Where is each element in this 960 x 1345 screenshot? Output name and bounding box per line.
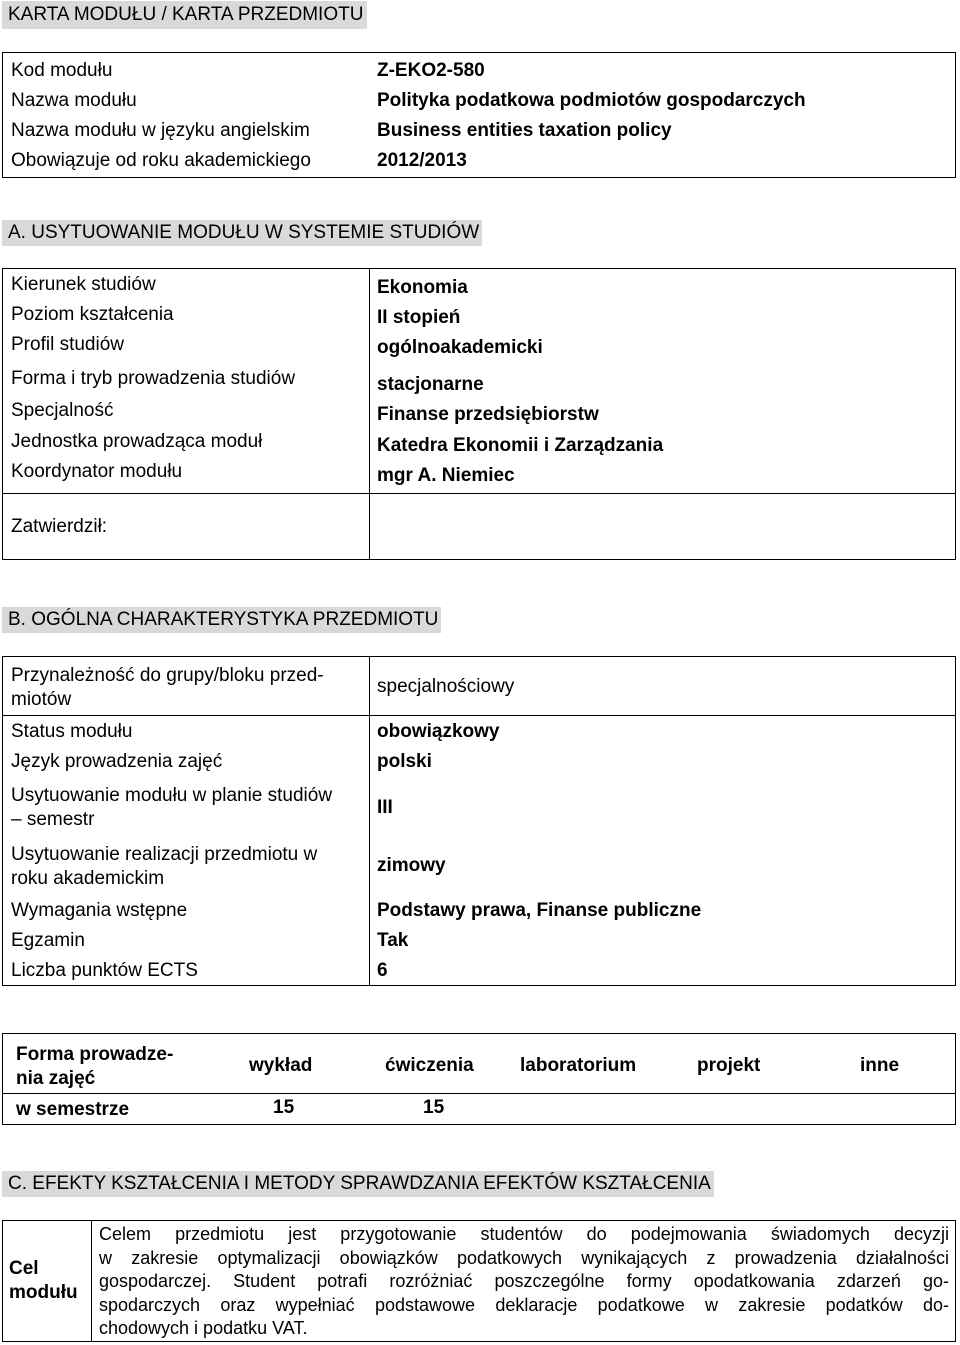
ects-label: Liczba punktów ECTS: [11, 960, 198, 981]
module-name-label: Nazwa modułu: [11, 90, 137, 111]
valid-from-label: Obowiązuje od roku akademickiego: [11, 150, 311, 171]
forms-table: [2, 1033, 956, 1125]
unit-value: Katedra Ekonomii i Zarządzania: [377, 435, 664, 456]
field-of-study-label: Kierunek studiów: [11, 274, 156, 295]
group-value: specjalnościowy: [377, 676, 515, 697]
education-level-value: II stopień: [377, 307, 461, 328]
education-level-label: Poziom kształcenia: [11, 304, 174, 325]
specialization-value: Finanse przedsiębiorstw: [377, 404, 599, 425]
approved-label: Zatwierdził:: [11, 516, 108, 537]
specialization-label: Specjalność: [11, 400, 114, 421]
status-value: obowiązkowy: [377, 721, 500, 742]
goal-table: [2, 1220, 956, 1342]
semester-row-label: w semestrze: [16, 1099, 130, 1120]
col-other: inne: [860, 1055, 900, 1076]
module-code-value: Z-EKO2-580: [377, 60, 485, 81]
semester-value: III: [377, 797, 393, 818]
lecture-hours: 15: [273, 1097, 295, 1118]
semester-label: Usytuowanie modułu w planie studiów – semestr: [11, 785, 333, 830]
module-code-label: Kod modułu: [11, 60, 113, 81]
module-name-value: Polityka podatkowa podmiotów gospodarczych: [377, 90, 806, 111]
realization-value: zimowy: [377, 855, 446, 876]
exercise-hours: 15: [423, 1097, 445, 1118]
prerequisites-label: Wymagania wstępne: [11, 900, 188, 921]
unit-label: Jednostka prowadząca moduł: [11, 431, 263, 452]
forms-header-label: Forma prowadze- nia zajęć: [16, 1044, 174, 1089]
language-label: Język prowadzenia zajęć: [11, 751, 223, 772]
module-header-table: [2, 52, 956, 178]
col-lecture: wykład: [249, 1055, 313, 1076]
ects-value: 6: [377, 960, 388, 981]
goal-label: Cel modułu: [9, 1258, 78, 1303]
realization-label: Usytuowanie realizacji przedmiotu w roku akademickim: [11, 844, 318, 889]
language-value: polski: [377, 751, 432, 772]
section-b-table: [2, 656, 956, 986]
group-label: Przynależność do grupy/bloku przed- miotów: [11, 665, 324, 710]
page-title: KARTA MODUŁU / KARTA PRZEDMIOTU: [2, 1, 367, 29]
exam-label: Egzamin: [11, 930, 85, 951]
module-name-en-label: Nazwa modułu w języku angielskim: [11, 120, 310, 141]
prerequisites-value: Podstawy prawa, Finanse publiczne: [377, 900, 702, 921]
study-form-value: stacjonarne: [377, 374, 484, 395]
study-profile-label: Profil studiów: [11, 334, 124, 355]
col-exercises: ćwiczenia: [385, 1055, 474, 1076]
section-b-heading: B. OGÓLNA CHARAKTERYSTYKA PRZEDMIOTU: [2, 607, 441, 633]
section-a-heading: A. USYTUOWANIE MODUŁU W SYSTEMIE STUDIÓW: [2, 220, 482, 246]
section-a-table: [2, 268, 956, 560]
study-form-label: Forma i tryb prowadzenia studiów: [11, 368, 296, 389]
status-label: Status modułu: [11, 721, 133, 742]
section-c-heading: C. EFEKTY KSZTAŁCENIA I METODY SPRAWDZANIA EFEKTÓW KSZTAŁCENIA: [2, 1171, 714, 1197]
col-project: projekt: [697, 1055, 761, 1076]
coordinator-label: Koordynator modułu: [11, 461, 183, 482]
coordinator-value: mgr A. Niemiec: [377, 465, 515, 486]
study-profile-value: ogólnoakademicki: [377, 337, 543, 358]
col-laboratory: laboratorium: [520, 1055, 637, 1076]
goal-text: Celem przedmiotu jest przygotowanie studentów do podejmowania świadomych decyzji w zakresie optymalizacji obowiązków podatkowych wynikających z prowadzenia działalności gospodarczej. Student potrafi rozróżniać poszczególne formy opodatkowania zdarzeń go- spodarczych oraz wypełniać podstawowe deklaracje podatkowe w zakresie podatków do- chodowych i podatku VAT.: [99, 1224, 949, 1338]
field-of-study-value: Ekonomia: [377, 277, 468, 298]
exam-value: Tak: [377, 930, 409, 951]
module-name-en-value: Business entities taxation policy: [377, 120, 672, 141]
valid-from-value: 2012/2013: [377, 150, 467, 171]
